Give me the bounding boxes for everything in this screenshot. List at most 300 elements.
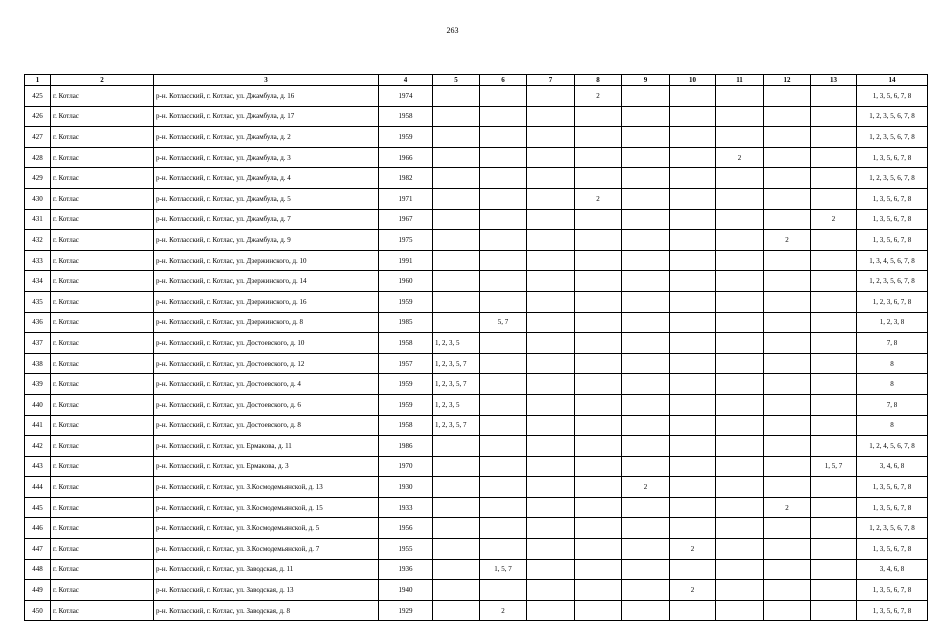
col-13-cell: [811, 415, 857, 436]
col-5-cell: [433, 600, 480, 621]
page-number: 263: [446, 26, 459, 35]
address-cell: р-н. Котласский, г. Котлас, ул. Джамбула, д. 9: [154, 230, 379, 251]
col-7-cell: [527, 539, 575, 560]
col-7-cell: [527, 353, 575, 374]
col-10-cell: 2: [670, 580, 716, 601]
col-6-cell: [480, 456, 527, 477]
table-row: [25, 291, 928, 312]
col-7-cell: [527, 477, 575, 498]
col-11-cell: [716, 333, 764, 354]
column-header-11: 11: [716, 75, 764, 86]
col-12-cell: [764, 291, 811, 312]
col-5-cell: [433, 518, 480, 539]
table-row: [25, 539, 928, 560]
column-header-4: 4: [379, 75, 433, 86]
col-8-cell: [575, 374, 622, 395]
col-12-cell: [764, 436, 811, 457]
col-8-cell: [575, 436, 622, 457]
column-header-1: 1: [25, 75, 51, 86]
column-header-10: 10: [670, 75, 716, 86]
table-row: [25, 147, 928, 168]
col-11-cell: [716, 291, 764, 312]
settlement-cell: г. Котлас: [51, 559, 154, 580]
row-number-cell: 448: [25, 559, 51, 580]
year-built-cell: 1967: [379, 209, 433, 230]
column-header-6: 6: [480, 75, 527, 86]
col-9-cell: [622, 539, 670, 560]
year-built-cell: 1958: [379, 415, 433, 436]
row-number-cell: 441: [25, 415, 51, 436]
col-11-cell: [716, 477, 764, 498]
col-11-cell: [716, 168, 764, 189]
table-row: [25, 209, 928, 230]
row-number-cell: 449: [25, 580, 51, 601]
col-13-cell: 2: [811, 209, 857, 230]
year-built-cell: 1929: [379, 600, 433, 621]
address-cell: р-н. Котласский, г. Котлас, ул. З.Космодемьянской, д. 15: [154, 497, 379, 518]
table-row: [25, 250, 928, 271]
col-13-cell: [811, 353, 857, 374]
col-14-cell: 1, 2, 3, 5, 6, 7, 8: [857, 127, 928, 148]
col-5-cell: [433, 477, 480, 498]
col-12-cell: [764, 600, 811, 621]
address-cell: р-н. Котласский, г. Котлас, ул. Джамбула, д. 2: [154, 127, 379, 148]
col-7-cell: [527, 415, 575, 436]
col-9-cell: [622, 86, 670, 107]
col-11-cell: [716, 600, 764, 621]
col-13-cell: [811, 394, 857, 415]
col-12-cell: [764, 127, 811, 148]
col-9-cell: [622, 415, 670, 436]
col-13-cell: [811, 477, 857, 498]
col-10-cell: [670, 333, 716, 354]
settlement-cell: г. Котлас: [51, 147, 154, 168]
settlement-cell: г. Котлас: [51, 333, 154, 354]
col-5-cell: [433, 580, 480, 601]
row-number-cell: 440: [25, 394, 51, 415]
row-number-cell: 426: [25, 106, 51, 127]
col-5-cell: 1, 2, 3, 5, 7: [433, 415, 480, 436]
column-header-12: 12: [764, 75, 811, 86]
col-9-cell: [622, 147, 670, 168]
col-6-cell: [480, 147, 527, 168]
col-5-cell: 1, 2, 3, 5: [433, 394, 480, 415]
col-11-cell: [716, 127, 764, 148]
col-11-cell: [716, 250, 764, 271]
table-row: [25, 230, 928, 251]
address-cell: р-н. Котласский, г. Котлас, ул. Достоевского, д. 8: [154, 415, 379, 436]
settlement-cell: г. Котлас: [51, 394, 154, 415]
year-built-cell: 1966: [379, 147, 433, 168]
col-12-cell: [764, 353, 811, 374]
column-header-13: 13: [811, 75, 857, 86]
col-7-cell: [527, 312, 575, 333]
row-number-cell: 438: [25, 353, 51, 374]
row-number-cell: 447: [25, 539, 51, 560]
table-row: [25, 436, 928, 457]
col-13-cell: [811, 291, 857, 312]
col-5-cell: [433, 291, 480, 312]
settlement-cell: г. Котлас: [51, 497, 154, 518]
col-9-cell: [622, 271, 670, 292]
col-6-cell: [480, 106, 527, 127]
year-built-cell: 1933: [379, 497, 433, 518]
col-10-cell: [670, 188, 716, 209]
col-14-cell: 1, 3, 5, 6, 7, 8: [857, 209, 928, 230]
col-9-cell: [622, 209, 670, 230]
col-12-cell: [764, 415, 811, 436]
col-13-cell: [811, 374, 857, 395]
col-14-cell: 1, 3, 5, 6, 7, 8: [857, 188, 928, 209]
col-9-cell: [622, 436, 670, 457]
col-13-cell: [811, 106, 857, 127]
col-8-cell: [575, 539, 622, 560]
col-13-cell: [811, 518, 857, 539]
col-6-cell: [480, 333, 527, 354]
col-11-cell: [716, 312, 764, 333]
table-row: [25, 559, 928, 580]
table-row: [25, 497, 928, 518]
col-8-cell: [575, 456, 622, 477]
col-7-cell: [527, 86, 575, 107]
col-12-cell: [764, 394, 811, 415]
year-built-cell: 1936: [379, 559, 433, 580]
col-11-cell: [716, 374, 764, 395]
col-11-cell: [716, 86, 764, 107]
address-cell: р-н. Котласский, г. Котлас, ул. Ермакова, д. 3: [154, 456, 379, 477]
col-5-cell: [433, 168, 480, 189]
row-number-cell: 443: [25, 456, 51, 477]
year-built-cell: 1958: [379, 333, 433, 354]
col-8-cell: [575, 580, 622, 601]
col-8-cell: [575, 127, 622, 148]
col-7-cell: [527, 374, 575, 395]
col-9-cell: [622, 580, 670, 601]
col-10-cell: [670, 209, 716, 230]
col-10-cell: [670, 456, 716, 477]
col-14-cell: 1, 3, 5, 6, 7, 8: [857, 497, 928, 518]
col-6-cell: [480, 209, 527, 230]
table-row: [25, 86, 928, 107]
col-12-cell: [764, 539, 811, 560]
col-14-cell: 8: [857, 415, 928, 436]
col-7-cell: [527, 518, 575, 539]
settlement-cell: г. Котлас: [51, 600, 154, 621]
address-cell: р-н. Котласский, г. Котлас, ул. З.Космодемьянской, д. 5: [154, 518, 379, 539]
address-cell: р-н. Котласский, г. Котлас, ул. Заводская, д. 8: [154, 600, 379, 621]
col-8-cell: [575, 518, 622, 539]
col-14-cell: 1, 2, 3, 5, 6, 7, 8: [857, 518, 928, 539]
table-row: [25, 271, 928, 292]
col-14-cell: 1, 2, 3, 5, 6, 7, 8: [857, 168, 928, 189]
col-13-cell: [811, 188, 857, 209]
row-number-cell: 433: [25, 250, 51, 271]
address-cell: р-н. Котласский, г. Котлас, ул. Ермакова, д. 11: [154, 436, 379, 457]
col-6-cell: [480, 497, 527, 518]
col-13-cell: [811, 147, 857, 168]
col-7-cell: [527, 168, 575, 189]
col-14-cell: 3, 4, 6, 8: [857, 559, 928, 580]
row-number-cell: 430: [25, 188, 51, 209]
col-7-cell: [527, 250, 575, 271]
col-10-cell: [670, 127, 716, 148]
col-14-cell: 1, 2, 3, 6, 7, 8: [857, 291, 928, 312]
col-5-cell: [433, 106, 480, 127]
column-header-9: 9: [622, 75, 670, 86]
col-7-cell: [527, 209, 575, 230]
row-number-cell: 429: [25, 168, 51, 189]
year-built-cell: 1986: [379, 436, 433, 457]
col-5-cell: [433, 209, 480, 230]
year-built-cell: 1959: [379, 127, 433, 148]
year-built-cell: 1960: [379, 271, 433, 292]
col-14-cell: 1, 2, 3, 8: [857, 312, 928, 333]
col-5-cell: [433, 436, 480, 457]
col-8-cell: 2: [575, 188, 622, 209]
col-6-cell: [480, 250, 527, 271]
col-10-cell: [670, 559, 716, 580]
column-header-8: 8: [575, 75, 622, 86]
table-row: [25, 374, 928, 395]
col-13-cell: 1, 5, 7: [811, 456, 857, 477]
row-number-cell: 432: [25, 230, 51, 251]
col-10-cell: [670, 86, 716, 107]
col-8-cell: [575, 415, 622, 436]
address-cell: р-н. Котласский, г. Котлас, ул. Заводская, д. 11: [154, 559, 379, 580]
col-11-cell: [716, 497, 764, 518]
row-number-cell: 445: [25, 497, 51, 518]
col-11-cell: [716, 209, 764, 230]
col-8-cell: [575, 168, 622, 189]
col-14-cell: 1, 3, 5, 6, 7, 8: [857, 230, 928, 251]
address-cell: р-н. Котласский, г. Котлас, ул. Достоевского, д. 10: [154, 333, 379, 354]
col-8-cell: [575, 271, 622, 292]
col-11-cell: [716, 436, 764, 457]
header-row: [25, 75, 928, 86]
table-row: [25, 333, 928, 354]
settlement-cell: г. Котлас: [51, 456, 154, 477]
col-5-cell: [433, 456, 480, 477]
table-row: [25, 600, 928, 621]
col-13-cell: [811, 271, 857, 292]
settlement-cell: г. Котлас: [51, 271, 154, 292]
col-5-cell: [433, 147, 480, 168]
address-cell: р-н. Котласский, г. Котлас, ул. Достоевского, д. 12: [154, 353, 379, 374]
col-10-cell: [670, 415, 716, 436]
table-row: [25, 312, 928, 333]
row-number-cell: 427: [25, 127, 51, 148]
table-row: [25, 477, 928, 498]
col-12-cell: [764, 86, 811, 107]
col-5-cell: [433, 539, 480, 560]
col-6-cell: [480, 518, 527, 539]
col-5-cell: [433, 497, 480, 518]
row-number-cell: 444: [25, 477, 51, 498]
col-11-cell: [716, 518, 764, 539]
col-5-cell: [433, 86, 480, 107]
column-header-2: 2: [51, 75, 154, 86]
col-12-cell: [764, 518, 811, 539]
col-10-cell: [670, 168, 716, 189]
col-9-cell: [622, 168, 670, 189]
col-9-cell: [622, 127, 670, 148]
col-8-cell: [575, 250, 622, 271]
year-built-cell: 1955: [379, 539, 433, 560]
col-5-cell: [433, 559, 480, 580]
year-built-cell: 1982: [379, 168, 433, 189]
col-8-cell: [575, 600, 622, 621]
address-cell: р-н. Котласский, г. Котлас, ул. Джамбула, д. 16: [154, 86, 379, 107]
year-built-cell: 1985: [379, 312, 433, 333]
col-13-cell: [811, 497, 857, 518]
row-number-cell: 439: [25, 374, 51, 395]
col-12-cell: [764, 271, 811, 292]
col-6-cell: [480, 230, 527, 251]
col-7-cell: [527, 559, 575, 580]
col-6-cell: [480, 477, 527, 498]
settlement-cell: г. Котлас: [51, 374, 154, 395]
year-built-cell: 1975: [379, 230, 433, 251]
col-10-cell: [670, 230, 716, 251]
address-cell: р-н. Котласский, г. Котлас, ул. Заводская, д. 13: [154, 580, 379, 601]
col-14-cell: 8: [857, 374, 928, 395]
col-12-cell: [764, 250, 811, 271]
col-13-cell: [811, 580, 857, 601]
settlement-cell: г. Котлас: [51, 230, 154, 251]
year-built-cell: 1959: [379, 374, 433, 395]
col-10-cell: [670, 600, 716, 621]
col-9-cell: [622, 497, 670, 518]
col-12-cell: [764, 580, 811, 601]
col-8-cell: [575, 106, 622, 127]
col-12-cell: 2: [764, 497, 811, 518]
year-built-cell: 1930: [379, 477, 433, 498]
col-7-cell: [527, 497, 575, 518]
settlement-cell: г. Котлас: [51, 127, 154, 148]
col-14-cell: 8: [857, 353, 928, 374]
address-cell: р-н. Котласский, г. Котлас, ул. Джамбула, д. 4: [154, 168, 379, 189]
col-7-cell: [527, 333, 575, 354]
col-8-cell: [575, 312, 622, 333]
col-7-cell: [527, 271, 575, 292]
year-built-cell: 1971: [379, 188, 433, 209]
col-7-cell: [527, 580, 575, 601]
col-5-cell: [433, 127, 480, 148]
col-6-cell: [480, 353, 527, 374]
address-cell: р-н. Котласский, г. Котлас, ул. Дзержинского, д. 16: [154, 291, 379, 312]
year-built-cell: 1959: [379, 394, 433, 415]
col-12-cell: 2: [764, 230, 811, 251]
col-10-cell: [670, 106, 716, 127]
col-14-cell: 1, 3, 5, 6, 7, 8: [857, 600, 928, 621]
col-9-cell: 2: [622, 477, 670, 498]
col-11-cell: [716, 580, 764, 601]
col-7-cell: [527, 106, 575, 127]
settlement-cell: г. Котлас: [51, 312, 154, 333]
col-9-cell: [622, 456, 670, 477]
year-built-cell: 1958: [379, 106, 433, 127]
col-9-cell: [622, 333, 670, 354]
col-14-cell: 7, 8: [857, 333, 928, 354]
col-13-cell: [811, 539, 857, 560]
address-cell: р-н. Котласский, г. Котлас, ул. Достоевского, д. 4: [154, 374, 379, 395]
col-6-cell: [480, 580, 527, 601]
col-13-cell: [811, 127, 857, 148]
col-9-cell: [622, 394, 670, 415]
col-13-cell: [811, 600, 857, 621]
row-number-cell: 450: [25, 600, 51, 621]
col-12-cell: [764, 147, 811, 168]
table-row: [25, 168, 928, 189]
col-5-cell: [433, 271, 480, 292]
col-8-cell: [575, 147, 622, 168]
col-10-cell: [670, 477, 716, 498]
col-11-cell: [716, 353, 764, 374]
col-6-cell: [480, 394, 527, 415]
col-9-cell: [622, 312, 670, 333]
col-7-cell: [527, 147, 575, 168]
col-14-cell: 1, 2, 3, 5, 6, 7, 8: [857, 271, 928, 292]
address-cell: р-н. Котласский, г. Котлас, ул. Джамбула, д. 17: [154, 106, 379, 127]
col-12-cell: [764, 374, 811, 395]
year-built-cell: 1970: [379, 456, 433, 477]
year-built-cell: 1959: [379, 291, 433, 312]
row-number-cell: 428: [25, 147, 51, 168]
row-number-cell: 446: [25, 518, 51, 539]
settlement-cell: г. Котлас: [51, 250, 154, 271]
table-row: [25, 580, 928, 601]
table-row: [25, 456, 928, 477]
address-cell: р-н. Котласский, г. Котлас, ул. З.Космодемьянской, д. 13: [154, 477, 379, 498]
address-cell: р-н. Котласский, г. Котлас, ул. Джамбула, д. 3: [154, 147, 379, 168]
col-10-cell: [670, 147, 716, 168]
col-5-cell: 1, 2, 3, 5, 7: [433, 374, 480, 395]
col-9-cell: [622, 518, 670, 539]
address-cell: р-н. Котласский, г. Котлас, ул. Дзержинского, д. 8: [154, 312, 379, 333]
col-5-cell: [433, 230, 480, 251]
table-row: [25, 518, 928, 539]
col-10-cell: [670, 497, 716, 518]
row-number-cell: 437: [25, 333, 51, 354]
settlement-cell: г. Котлас: [51, 353, 154, 374]
settlement-cell: г. Котлас: [51, 580, 154, 601]
col-10-cell: [670, 394, 716, 415]
col-12-cell: [764, 333, 811, 354]
year-built-cell: 1991: [379, 250, 433, 271]
col-5-cell: [433, 250, 480, 271]
column-header-7: 7: [527, 75, 575, 86]
table-row: [25, 353, 928, 374]
col-10-cell: [670, 374, 716, 395]
col-11-cell: [716, 394, 764, 415]
col-13-cell: [811, 250, 857, 271]
col-11-cell: [716, 559, 764, 580]
data-table: [24, 74, 928, 621]
col-7-cell: [527, 394, 575, 415]
col-9-cell: [622, 600, 670, 621]
col-10-cell: [670, 518, 716, 539]
col-6-cell: 1, 5, 7: [480, 559, 527, 580]
col-7-cell: [527, 188, 575, 209]
col-8-cell: [575, 497, 622, 518]
col-10-cell: [670, 312, 716, 333]
col-14-cell: 1, 3, 5, 6, 7, 8: [857, 539, 928, 560]
address-cell: р-н. Котласский, г. Котлас, ул. Джамбула, д. 5: [154, 188, 379, 209]
col-9-cell: [622, 353, 670, 374]
col-6-cell: 2: [480, 600, 527, 621]
settlement-cell: г. Котлас: [51, 291, 154, 312]
settlement-cell: г. Котлас: [51, 539, 154, 560]
